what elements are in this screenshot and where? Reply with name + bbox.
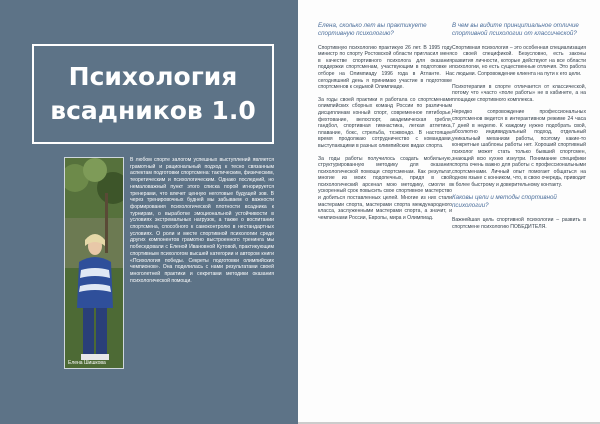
text-column-1 bbox=[318, 22, 452, 227]
portrait-photo bbox=[64, 157, 124, 369]
photo-caption: Елена Шишкова bbox=[68, 360, 106, 366]
question-3: Каковы цели и методы спортивной психологии? bbox=[452, 194, 557, 210]
question-1: Елена, сколько лет вы практикуете спортивную психологию? bbox=[318, 22, 427, 37]
answer-2-paragraph-3: Нередко сопровождение профессиональных спортсменов ведется в интерактивном режиме 24 часа 7 дней в неделю. К каждому нужно подобрать свой, абсолютно индивидуальный подход, отдельный уникальный механизм работы, поэтому какие-то конкретные шаблоны работы нет. Хороший спортивный психолог может стать только бывший спортсмен, знающий всю кухню изнутри. Понимание специфики спорта очень важно для работы с профессиональными спортсменами. Личный опыт помогает общаться на одном языке с конником, что, в свою очередь, приводит к более быстрому и доверительному контакту. bbox=[452, 109, 586, 188]
answer-1-paragraph-1: Спортивную психологию практикую 26 лет. В 1995 году министр по спорту Ростовской области пригласил меня в качестве спортивного психолога для оказания поддержки спортсменам, участвующим в подготовке и отборе на Олимпиаду 1996 года в Атланте. На сегодняшний день я принимаю участие в подготовке спортсменов к седьмой Олимпиаде. bbox=[318, 44, 452, 91]
intro-paragraph: В любом спорте залогом успешных выступлений является грамотный и рациональный подход к тесно связанным аспектам подготовки спортсмена: тактическим, физическим, теоретическим и психологическим. Однако последний, но немаловажный пункт этого списка порой игнорируется тренерами, что влечет ценную неготовые будущей зов. В через тренировочных будней мы забываем о важности формирования психологической плотности всадника к турнирам, о выработке эмоциональной устойчивости в условиях экстремальных нагрузок, а также о воспитании спортсмена, способного к самоконтролю в нестандартных условиях. О роли и месте спортивной психологии среди других компонентов грамотно выстроенного тренинга мы побеседовали с Еленой Ивановной Кутовой, практикующим спортивным психологом высшей категории и автором книги «Психология победы. Секреты подготовки олимпийских чемпионов». Она поделилась с нами результатами своей многолетней практики и секретами методики оказания психологической помощи. bbox=[130, 157, 274, 284]
text-column-2 bbox=[452, 22, 586, 236]
answer-2-paragraph-2: Психотерапия в спорте отличается от классической, потому что «часто «поле работы» не в кабинете, а на площадке спортивного комплекса. bbox=[452, 83, 586, 103]
page-title: Психология всадников 1.0 bbox=[50, 62, 256, 125]
title-frame bbox=[32, 44, 274, 144]
answer-1-paragraph-2: За годы своей практики я работала со спортсменами олимпийских сборных команд России по различным дисциплинам конный спорт, современное пятиборье, фехтование, велоспорт, академическая гребля, гандбол, спортивная гимнастика, легкая атлетика, плавание, бокс, стрельба, тхэквондо. В настоящее время продолжаю сотрудничество с командами, выступающими в разных олимпийских видах спорта. bbox=[318, 96, 452, 149]
answer-3-paragraph-1: Важнейшая цель спортивной психологии – развить в спортсмене психологию ПОБЕДИТЕЛЯ. bbox=[452, 217, 586, 230]
answer-1-paragraph-3: За годы работы получилось создать мобильную, структурированную методику для оказания психологической помощи спортсменам. Как результат, многие из моих подопечных, придя в свой психологический арсенал мою методику, смогли в ускоренный срок повысить свое спортивное мастерство и добиться поставленных целей. Многие из них стали мастерами спорта, мастерами спорта международного класса, заслуженными мастерами спорта, а значит, и чемпионами России, Европы, мира и Олимпиад. bbox=[318, 155, 452, 221]
question-2: В чем вы видите принципиальное отличие спортивной психологии от классической? bbox=[452, 22, 579, 37]
left-page bbox=[0, 0, 298, 424]
answer-2-paragraph-1: Спортивная психология – это особенная специализация со своей спецификой. Безусловно, есть законы развития личности, которые действуют на все области психологии, но есть существенные отличия. Это работа с людьми. Сопровождение клиента на пути к его цели. bbox=[452, 44, 586, 77]
portrait-illustration bbox=[65, 158, 124, 369]
